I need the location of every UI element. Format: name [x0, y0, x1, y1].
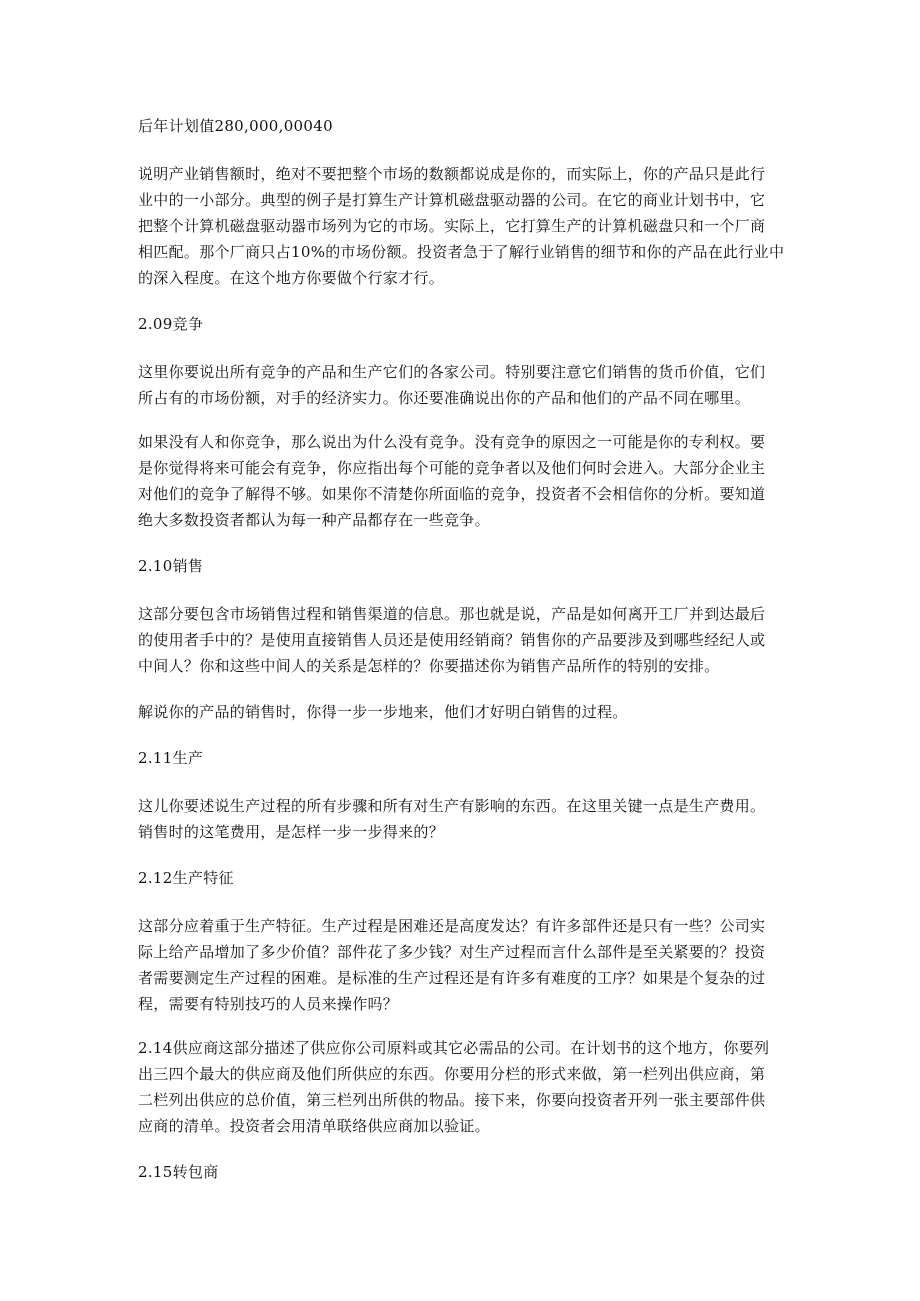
section-heading: 2.10销售	[138, 557, 204, 575]
paragraph-line: 相匹配。那个厂商只占10%的市场份额。投资者急于了解行业销售的细节和你的产品在此行业中	[138, 243, 785, 261]
section-heading: 2.12生产特征	[138, 869, 234, 887]
paragraph-line: 应商的清单。投资者会用清单联络供应商加以验证。	[138, 1117, 490, 1135]
paragraph-line: 际上给产品增加了多少价值？部件花了多少钱？对生产过程而言什么部件是至关紧要的？投资	[138, 943, 766, 961]
paragraph-line: 这部分应着重于生产特征。生产过程是困难还是高度发达？有许多部件还是只有一些？公司实	[138, 917, 766, 935]
paragraph-line: 把整个计算机磁盘驱动器市场列为它的市场。实际上，它打算生产的计算机磁盘只和一个厂商	[138, 217, 766, 235]
paragraph-line: 中间人？你和这些中间人的关系是怎样的？你要描述你为销售产品所作的特别的安排。	[138, 657, 720, 675]
paragraph-line: 所占有的市场份额，对手的经济实力。你还要准确说出你的产品和他们的产品不同在哪里。	[138, 389, 751, 407]
paragraph-line: 绝大多数投资者都认为每一种产品都存在一些竞争。	[138, 511, 490, 529]
section-heading: 2.09竞争	[138, 315, 204, 333]
paragraph-line: 二栏列出供应的总价值，第三栏列出所供的物品。接下来，你要向投资者开列一张主要部件供	[138, 1091, 766, 1109]
section-heading: 2.11生产	[138, 749, 204, 767]
paragraph-line: 程，需要有特别技巧的人员来操作吗？	[138, 995, 399, 1013]
paragraph-line: 的深入程度。在这个地方你要做个行家才行。	[138, 269, 445, 287]
paragraph-line: 2.14供应商这部分描述了供应你公司原料或其它必需品的公司。在计划书的这个地方，你要列	[138, 1039, 770, 1057]
paragraph-line: 对他们的竞争了解得不够。如果你不清楚你所面临的竞争，投资者不会相信你的分析。要知道	[138, 485, 766, 503]
paragraph-line: 这里你要说出所有竞争的产品和生产它们的各家公司。特别要注意它们销售的货币价值，它们	[138, 363, 766, 381]
paragraph-line: 这儿你要述说生产过程的所有步骤和所有对生产有影响的东西。在这里关键一点是生产费用。	[138, 797, 766, 815]
paragraph-line: 这部分要包含市场销售过程和销售渠道的信息。那也就是说，产品是如何离开工厂并到达最后	[138, 605, 766, 623]
section-heading: 2.15转包商	[138, 1163, 219, 1181]
paragraph-line: 说明产业销售额时，绝对不要把整个市场的数额都说成是你的，而实际上，你的产品只是此行	[138, 165, 766, 183]
paragraph-line: 的使用者手中的？是使用直接销售人员还是使用经销商？销售你的产品要涉及到哪些经纪人或	[138, 631, 766, 649]
plan-value-line: 后年计划值280,000,00040	[138, 117, 333, 135]
paragraph-line: 是你觉得将来可能会有竞争，你应指出每个可能的竞争者以及他们何时会进入。大部分企业主	[138, 459, 766, 477]
paragraph-line: 出三四个最大的供应商及他们所供应的东西。你要用分栏的形式来做，第一栏列出供应商，第	[138, 1065, 766, 1083]
paragraph-line: 如果没有人和你竞争，那么说出为什么没有竞争。没有竞争的原因之一可能是你的专利权。要	[138, 433, 766, 451]
paragraph-line: 者需要测定生产过程的困难。是标准的生产过程还是有许多有难度的工序？如果是个复杂的过	[138, 969, 766, 987]
paragraph-line: 解说你的产品的销售时，你得一步一步地来，他们才好明白销售的过程。	[138, 703, 628, 721]
paragraph-line: 销售时的这笔费用，是怎样一步一步得来的？	[138, 823, 445, 841]
paragraph-line: 业中的一小部分。典型的例子是打算生产计算机磁盘驱动器的公司。在它的商业计划书中，它	[138, 191, 766, 209]
